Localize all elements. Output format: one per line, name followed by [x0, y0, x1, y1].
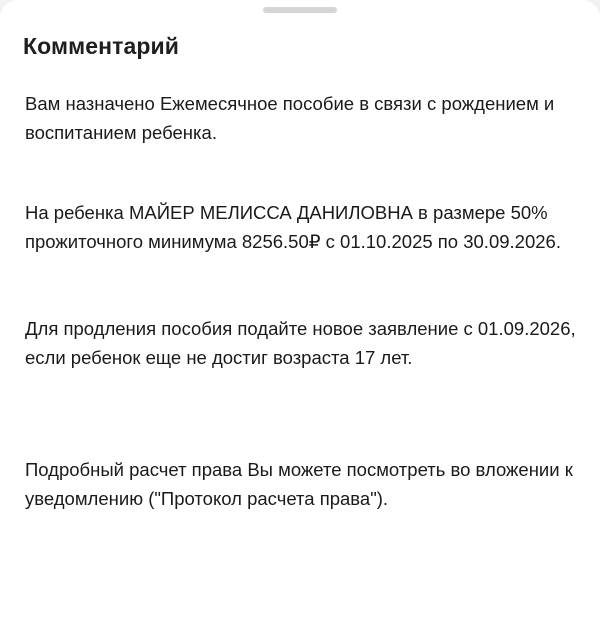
comment-paragraph-renewal: Для продления пособия подайте новое заявление с 01.09.2026, если ребенок еще не достиг возраста 17 лет. — [25, 318, 576, 368]
comment-paragraph-assignment: Вам назначено Ежемесячное пособие в связи с рождением и воспитанием ребенка. — [25, 93, 555, 143]
drag-handle[interactable] — [263, 7, 337, 13]
comment-paragraph-child-amount: На ребенка МАЙЕР МЕЛИССА ДАНИЛОВНА в размере 50% прожиточного минимума 8256.50₽ с 01.10.2025 по 30.09.2026. — [25, 202, 561, 252]
sheet-title: Комментарий — [23, 33, 179, 59]
comment-paragraph-protocol: Подробный расчет права Вы можете посмотреть во вложении к уведомлению ("Протокол расчета права"). — [25, 459, 573, 509]
